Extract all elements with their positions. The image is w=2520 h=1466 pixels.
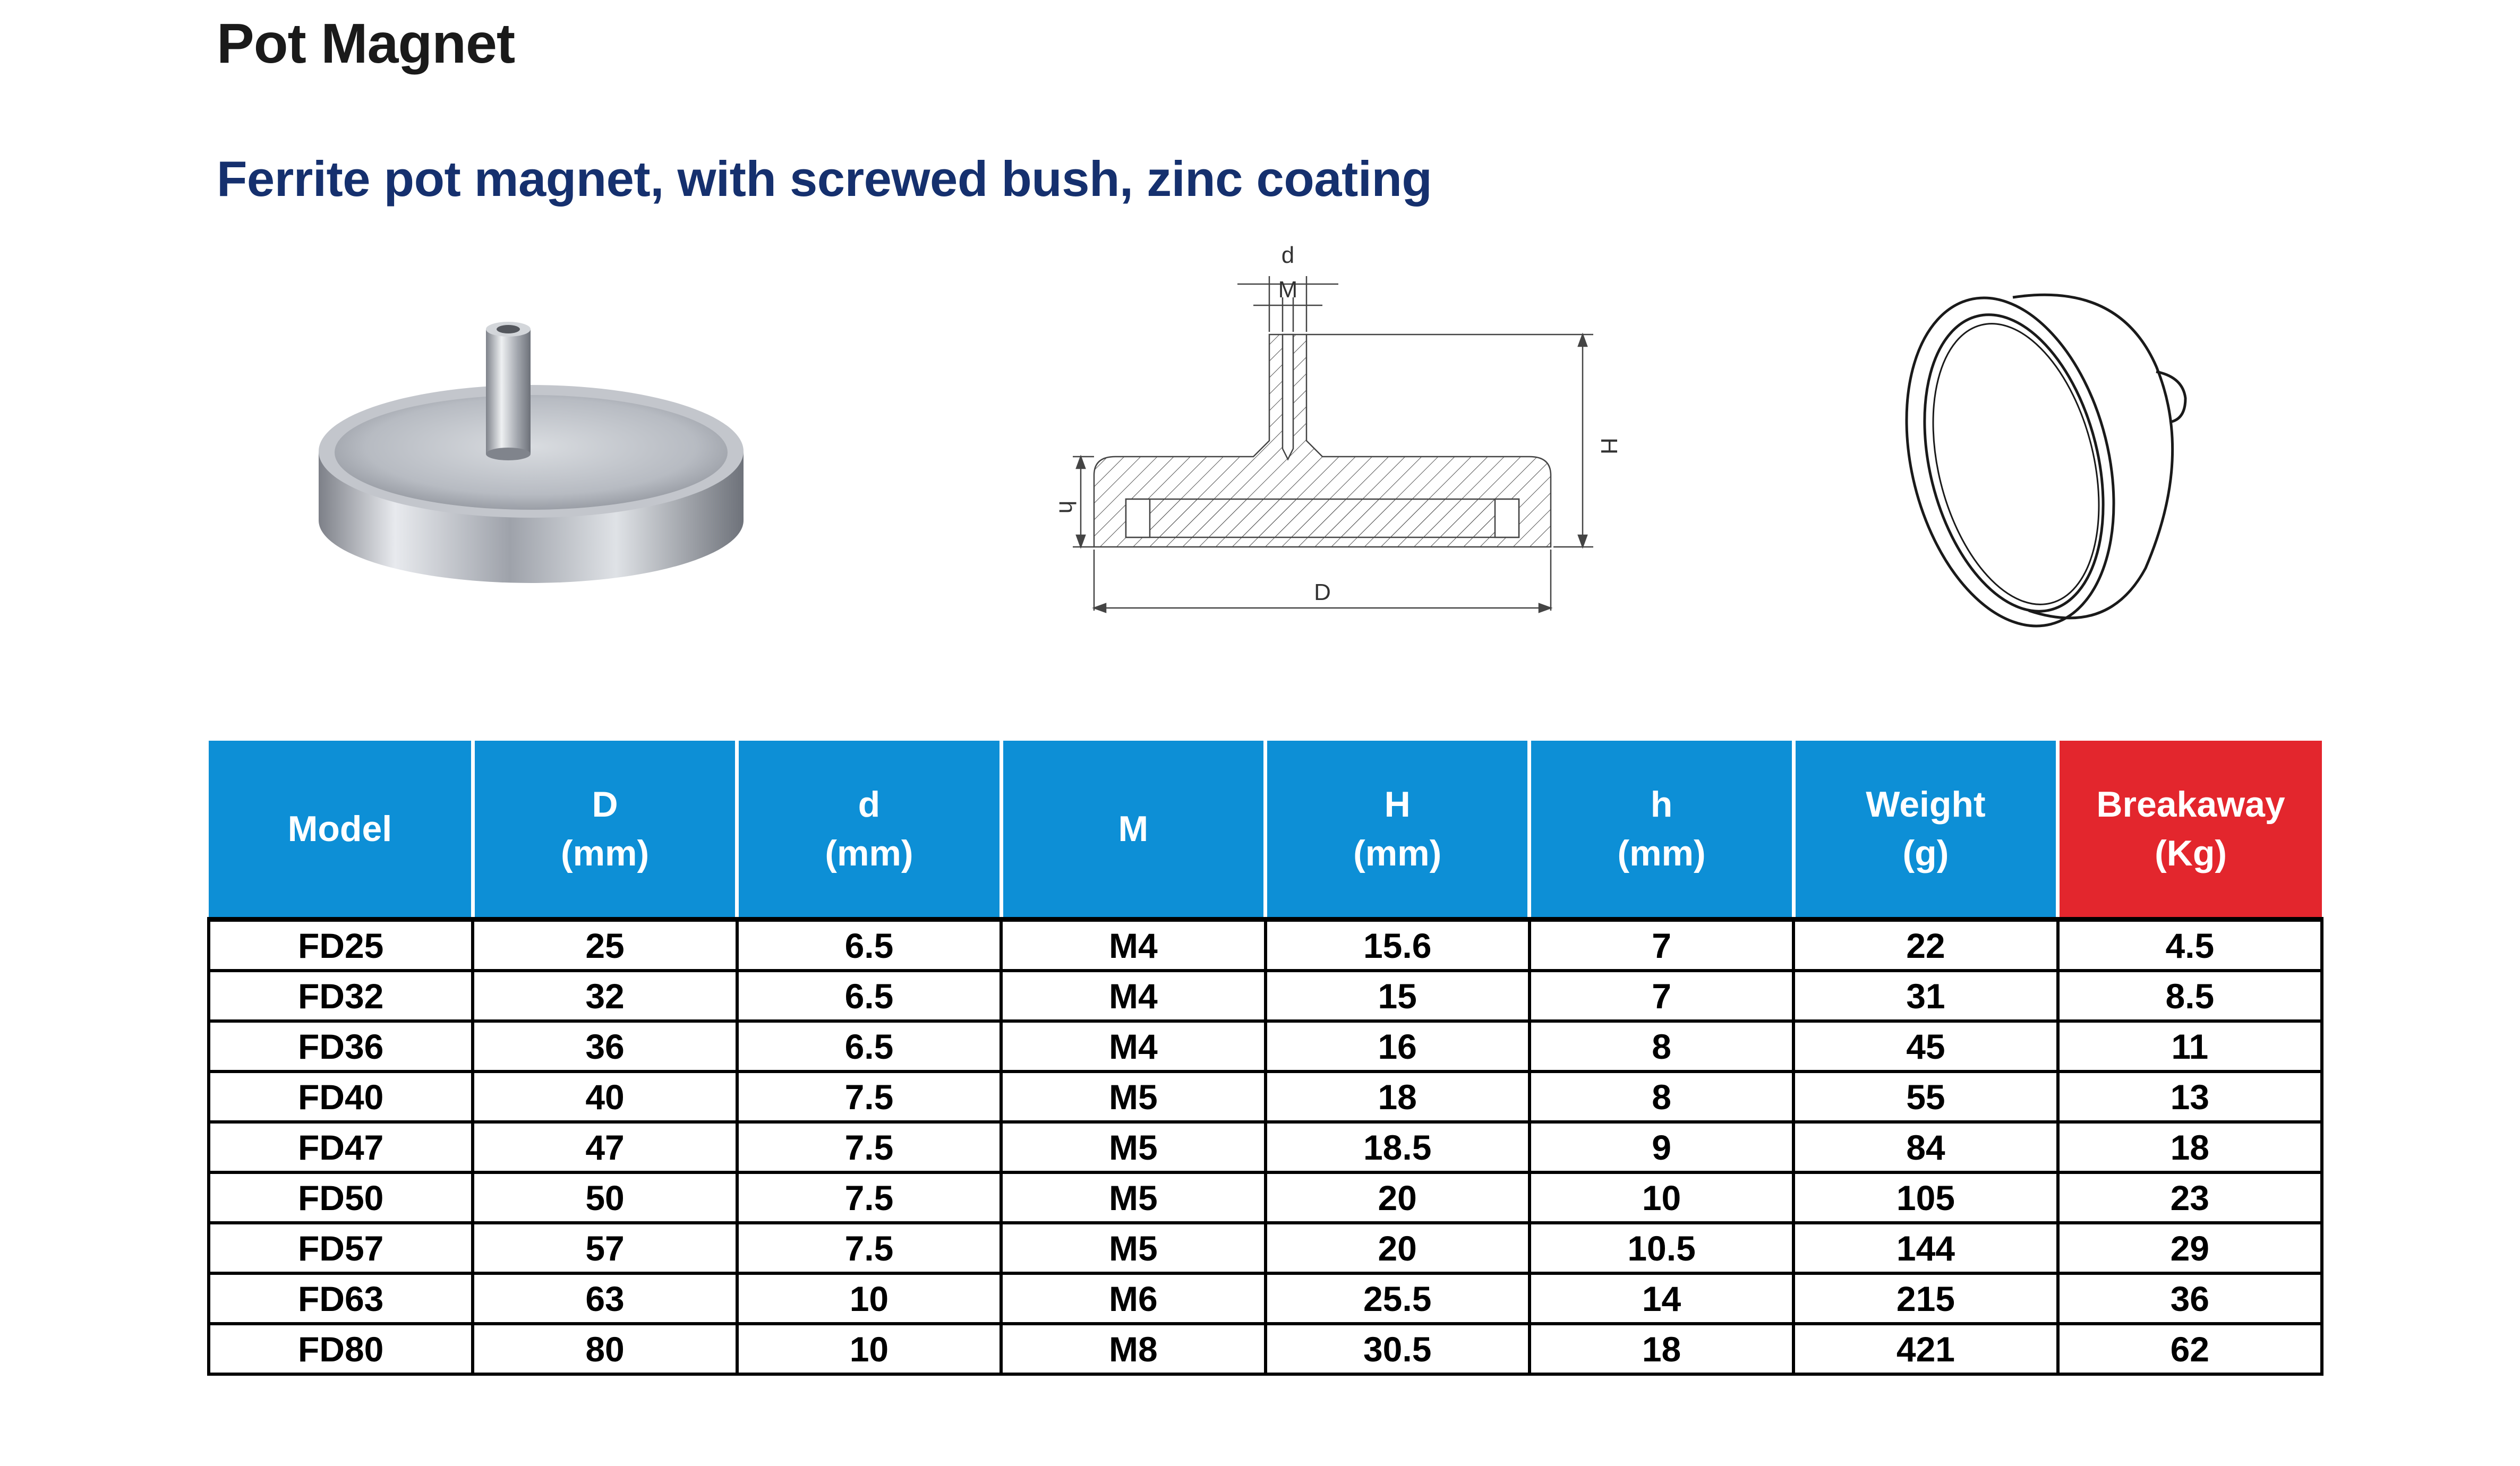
table-cell: 25 [473,920,737,971]
table-cell: 7.5 [737,1223,1001,1273]
table-cell: 105 [1793,1172,2057,1223]
table-cell: 8 [1530,1071,1793,1122]
table-cell: 29 [2058,1223,2322,1273]
table-cell: FD57 [209,1223,473,1273]
table-cell: M5 [1001,1172,1265,1223]
table-header-row [209,741,2322,920]
column-header: Model [209,741,473,920]
table-row [209,1223,2322,1273]
table-cell: 6.5 [737,1021,1001,1071]
column-header: Breakaway (Kg) [2058,741,2322,920]
table-cell: 47 [473,1122,737,1172]
table-cell: FD47 [209,1122,473,1172]
table-cell: 80 [473,1324,737,1374]
table-cell: 18 [1530,1324,1793,1374]
table-row [209,1324,2322,1374]
page-subtitle: Ferrite pot magnet, with screwed bush, zinc coating [217,151,1432,207]
column-header: h (mm) [1530,741,1793,920]
table-cell: 7 [1530,971,1793,1021]
table-cell: 20 [1266,1172,1530,1223]
table-cell: 55 [1793,1071,2057,1122]
table-cell: 45 [1793,1021,2057,1071]
table-cell: 14 [1530,1273,1793,1324]
table-cell: FD63 [209,1273,473,1324]
column-header: Weight (g) [1793,741,2057,920]
table-cell: M5 [1001,1071,1265,1122]
table-cell: 50 [473,1172,737,1223]
table-cell: 10 [737,1273,1001,1324]
table-cell: M8 [1001,1324,1265,1374]
table-cell: 13 [2058,1071,2322,1122]
table-cell: 7 [1530,920,1793,971]
table-cell: 7.5 [737,1122,1001,1172]
table-cell: 23 [2058,1172,2322,1223]
column-header: d (mm) [737,741,1001,920]
table-cell: 4.5 [2058,920,2322,971]
table-cell: 215 [1793,1273,2057,1324]
table-cell: 16 [1266,1021,1530,1071]
table-cell: FD40 [209,1071,473,1122]
label-h: h [1054,500,1080,514]
table-cell: 15.6 [1266,920,1530,971]
table-cell: 6.5 [737,971,1001,1021]
pot-magnet-photo [297,297,765,595]
label-H: H [1596,438,1622,455]
table-cell: FD32 [209,971,473,1021]
table-cell: 36 [2058,1273,2322,1324]
label-M: M [1278,277,1298,303]
column-header: M [1001,741,1265,920]
table-cell: 84 [1793,1122,2057,1172]
table-row [209,971,2322,1021]
table-row [209,920,2322,971]
label-d: d [1281,242,1295,268]
dimension-drawing [1030,236,1622,640]
table-cell: 10 [1530,1172,1793,1223]
table-cell: 63 [473,1273,737,1324]
column-header: D (mm) [473,741,737,920]
column-header: H (mm) [1266,741,1530,920]
table-cell: 11 [2058,1021,2322,1071]
table-cell: 32 [473,971,737,1021]
table-cell: M4 [1001,971,1265,1021]
table-cell: 421 [1793,1324,2057,1374]
table-body [209,920,2322,1375]
table-row [209,1122,2322,1172]
table-cell: M4 [1001,920,1265,971]
table-row [209,1273,2322,1324]
table-cell: 18.5 [1266,1122,1530,1172]
table-cell: 9 [1530,1122,1793,1172]
table-row [209,1021,2322,1071]
page-title: Pot Magnet [217,12,515,75]
table-cell: FD36 [209,1021,473,1071]
table-cell: 7.5 [737,1071,1001,1122]
table-cell: 20 [1266,1223,1530,1273]
table-cell: FD25 [209,920,473,971]
table-cell: 10 [737,1324,1001,1374]
table-cell: M6 [1001,1273,1265,1324]
table-cell: 62 [2058,1324,2322,1374]
table-row [209,1172,2322,1223]
table-cell: 8 [1530,1021,1793,1071]
table-cell: 57 [473,1223,737,1273]
pot-magnet-sketch [1896,271,2225,632]
table-cell: 144 [1793,1223,2057,1273]
table-cell: 40 [473,1071,737,1122]
table-cell: 7.5 [737,1172,1001,1223]
table-cell: 18 [1266,1071,1530,1122]
table-cell: FD80 [209,1324,473,1374]
table-cell: 30.5 [1266,1324,1530,1374]
table-cell: 25.5 [1266,1273,1530,1324]
table-cell: 6.5 [737,920,1001,971]
table-cell: 15 [1266,971,1530,1021]
table-cell: M5 [1001,1223,1265,1273]
table-cell: 31 [1793,971,2057,1021]
table-cell: 10.5 [1530,1223,1793,1273]
table-cell: 22 [1793,920,2057,971]
table-cell: M5 [1001,1122,1265,1172]
specs-table [207,741,2323,1376]
table-cell: 18 [2058,1122,2322,1172]
label-D: D [1314,579,1331,605]
table-cell: M4 [1001,1021,1265,1071]
table-row [209,1071,2322,1122]
table-cell: 8.5 [2058,971,2322,1021]
table-cell: 36 [473,1021,737,1071]
table-cell: FD50 [209,1172,473,1223]
